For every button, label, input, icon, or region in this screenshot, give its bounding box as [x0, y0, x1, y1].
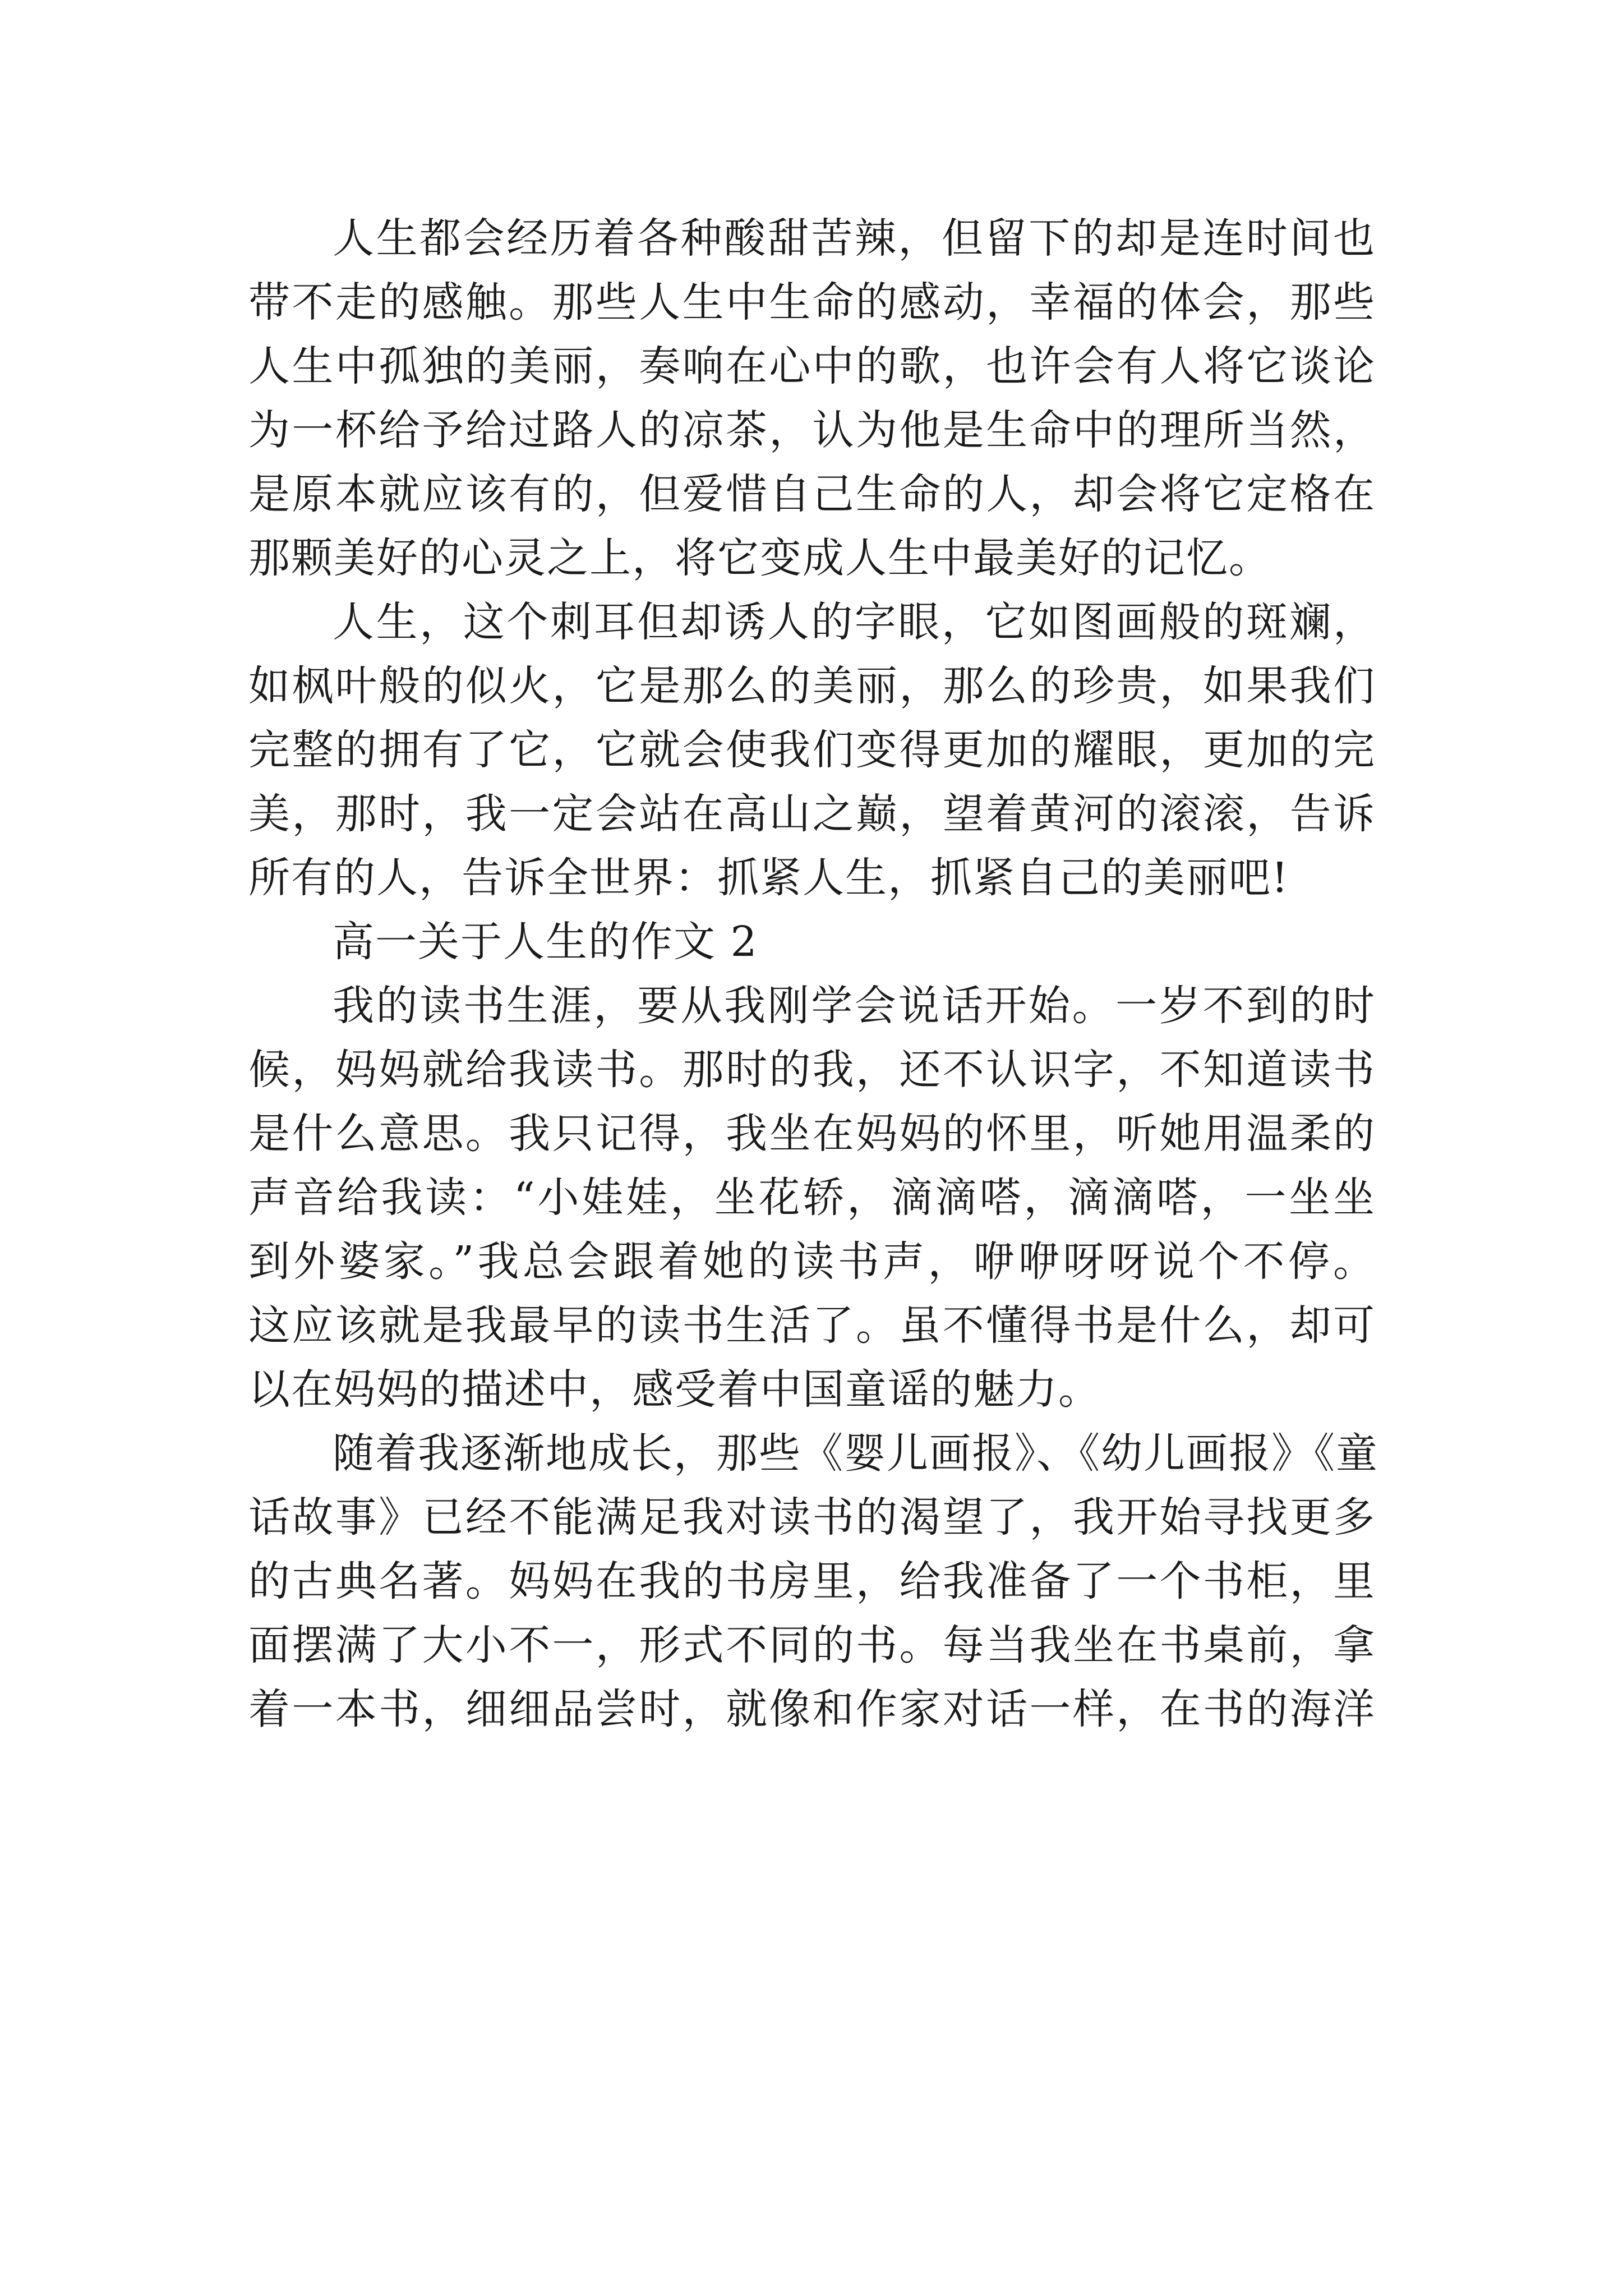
text-line: 人生中孤独的美丽，奏响在心中的歌，也许会有人将它谈论 [248, 342, 1376, 390]
text-line: 是原本就应该有的，但爱惜自己生命的人，却会将它定格在 [248, 470, 1376, 518]
text-line: 的古典名著。妈妈在我的书房里，给我准备了一个书柜，里 [248, 1557, 1376, 1605]
text-line: 我的读书生涯，要从我刚学会说话开始。一岁不到的时 [333, 982, 1376, 1030]
text-line: 带不走的感触。那些人生中生命的感动，幸福的体会，那些 [248, 278, 1376, 326]
text-line: 这应该就是我最早的读书生活了。虽不懂得书是什么，却可 [248, 1301, 1376, 1350]
heading-text: 高一关于人生的作文 2 [333, 918, 758, 966]
paragraph [248, 974, 1376, 1421]
text-line: 那颗美好的心灵之上，将它变成人生中最美好的记忆。 [248, 534, 1271, 582]
text-line: 候，妈妈就给我读书。那时的我，还不认识字，不知道读书 [248, 1046, 1376, 1094]
text-line: 以在妈妈的描述中，感受着中国童谣的魅力。 [248, 1365, 1101, 1414]
paragraph [248, 590, 1376, 910]
text-line: 到外婆家。”我总会跟着她的读书声，咿咿呀呀说个不停。 [248, 1237, 1376, 1286]
text-line: 面摆满了大小不一，形式不同的书。每当我坐在书桌前，拿 [248, 1621, 1376, 1669]
text-line: 人生，这个刺耳但却诱人的字眼，它如图画般的斑斓， [333, 598, 1376, 646]
paragraph [248, 206, 1376, 590]
text-line: 完整的拥有了它，它就会使我们变得更加的耀眼，更加的完 [248, 726, 1376, 774]
paragraph [248, 1421, 1376, 1741]
text-line: 随着我逐渐地成长，那些《婴儿画报》、《幼儿画报》《童 [333, 1429, 1378, 1478]
text-line: 话故事》已经不能满足我对读书的渴望了，我开始寻找更多 [248, 1493, 1376, 1542]
essay-body [248, 206, 1376, 1741]
text-line: 美，那时，我一定会站在高山之巅，望着黄河的滚滚，告诉 [248, 790, 1376, 838]
text-line: 所有的人，告诉全世界：抓紧人生，抓紧自己的美丽吧! [248, 854, 1289, 902]
text-line: 是什么意思。我只记得，我坐在妈妈的怀里，听她用温柔的 [248, 1110, 1376, 1158]
section-heading [248, 910, 1376, 974]
text-line: 为一杯给予给过路人的凉茶，认为他是生命中的理所当然， [248, 406, 1376, 454]
text-line: 声音给我读：“小娃娃，坐花轿，滴滴嗒，滴滴嗒，一坐坐 [248, 1174, 1376, 1222]
text-line: 着一本书，细细品尝时，就像和作家对话一样，在书的海洋 [248, 1685, 1376, 1733]
text-line: 如枫叶般的似火，它是那么的美丽，那么的珍贵，如果我们 [248, 662, 1376, 710]
text-line: 人生都会经历着各种酸甜苦辣，但留下的却是连时间也 [333, 214, 1376, 263]
